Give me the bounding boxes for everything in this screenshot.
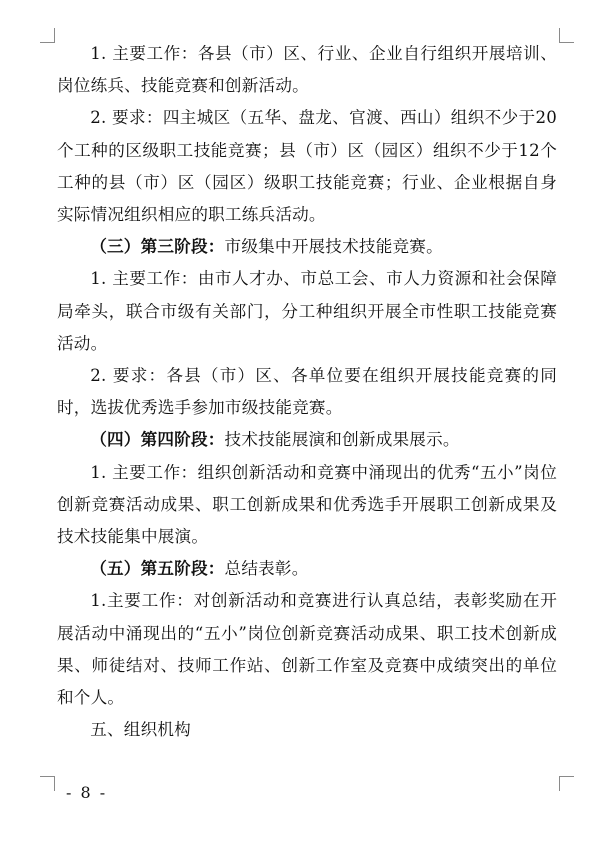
paragraph-6: 1.主要工作：对创新活动和竞赛进行认真总结，表彰奖励在开展活动中涌现出的“五小”岗位创新竞赛活动成果、职工技术创新成果、师徒结对、技师工作站、创新工作室及竞赛中成绩突出的单位和个人。: [57, 591, 557, 708]
stage-five-heading: （五）第五阶段：总结表彰。: [90, 559, 309, 579]
stage-three-heading: （三）第三阶段：市级集中开展技术技能竞赛。: [90, 237, 443, 257]
crop-mark-top-left: [40, 28, 55, 43]
crop-mark-bottom-left: [40, 776, 55, 791]
paragraph-5: 1. 主要工作：组织创新活动和竞赛中涌现出的优秀“五小”岗位创新竞赛活动成果、职工创新成果和优秀选手开展职工创新成果及技术技能集中展演。: [57, 462, 557, 547]
crop-mark-top-right: [559, 28, 574, 43]
document-body: [57, 38, 557, 746]
paragraph-3: 1. 主要工作：由市人才办、市总工会、市人力资源和社会保障局牵头，联合市级有关部门，分工种组织开展全市性职工技能竞赛活动。: [57, 269, 557, 353]
paragraph-1: 1. 主要工作：各县（市）区、行业、企业自行组织开展培训、岗位练兵、技能竞赛和创新活动。: [57, 44, 557, 96]
crop-mark-bottom-right: [559, 776, 574, 791]
paragraph-2: 2. 要求：四主城区（五华、盘龙、官渡、西山）组织不少于20个工种的区级职工技能竞赛；县（市）区（园区）组织不少于12个工种的县（市）区（园区）级职工技能竞赛；行业、企业根据自身实际情况组织相应的职工练兵活动。: [57, 108, 557, 225]
page-number: - 8 -: [66, 783, 108, 802]
section-heading-organization: 五、组织机构: [90, 720, 191, 740]
stage-four-heading: （四）第四阶段：技术技能展演和创新成果展示。: [90, 430, 460, 450]
paragraph-4: 2. 要求：各县（市）区、各单位要在组织开展技能竞赛的同时，选拔优秀选手参加市级技能竞赛。: [57, 366, 557, 418]
